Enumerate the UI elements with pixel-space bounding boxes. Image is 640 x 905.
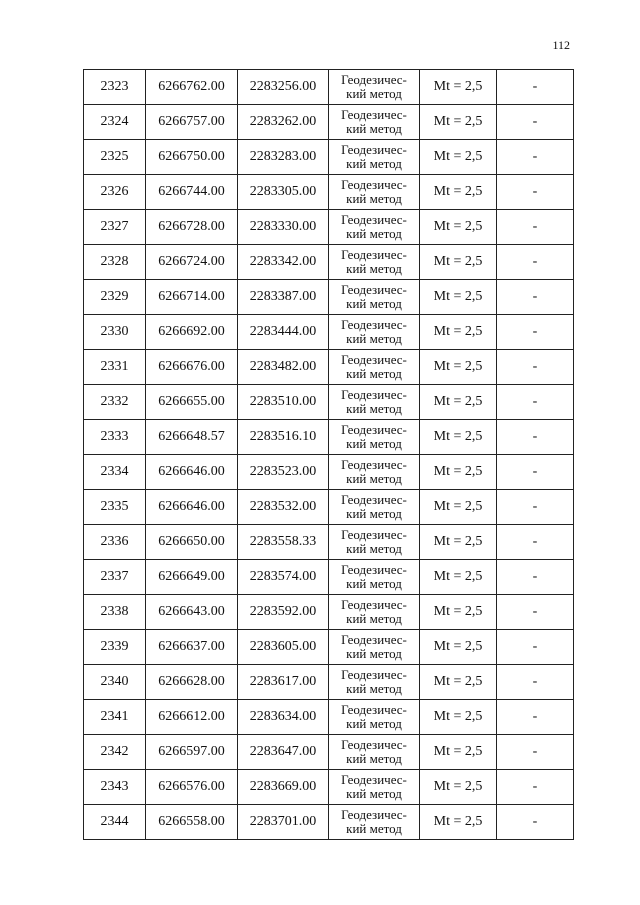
x-coordinate-cell: 6266750.00 [146,140,238,175]
method-line: Геодезичес- [341,667,407,682]
point-number-cell: 2332 [84,385,146,420]
table-row [84,70,574,105]
table-row [84,455,574,490]
y-coordinate-cell: 2283605.00 [238,630,329,665]
y-coordinate-cell: 2283342.00 [238,245,329,280]
y-coordinate-cell: 2283523.00 [238,455,329,490]
accuracy-cell: Mt = 2,5 [420,490,497,525]
method-line: Геодезичес- [341,527,407,542]
page-number: 112 [552,38,570,52]
y-coordinate-cell: 2283634.00 [238,700,329,735]
accuracy-cell: Mt = 2,5 [420,385,497,420]
method-cell [329,735,420,770]
table-row [84,490,574,525]
accuracy-cell: Mt = 2,5 [420,665,497,700]
method-line: Геодезичес- [341,597,407,612]
method-line: кий метод [346,156,402,171]
accuracy-cell: Mt = 2,5 [420,700,497,735]
point-number-cell: 2341 [84,700,146,735]
method-line: Геодезичес- [341,72,407,87]
note-cell: - [497,175,574,210]
x-coordinate-cell: 6266612.00 [146,700,238,735]
method-line: Геодезичес- [341,177,407,192]
accuracy-cell: Mt = 2,5 [420,245,497,280]
method-cell [329,665,420,700]
x-coordinate-cell: 6266744.00 [146,175,238,210]
x-coordinate-cell: 6266597.00 [146,735,238,770]
method-line: кий метод [346,436,402,451]
table-row [84,420,574,455]
x-coordinate-cell: 6266643.00 [146,595,238,630]
table-row [84,700,574,735]
method-line: Геодезичес- [341,212,407,227]
note-cell: - [497,280,574,315]
method-line: Геодезичес- [341,247,407,262]
x-coordinate-cell: 6266676.00 [146,350,238,385]
method-cell [329,770,420,805]
method-line: кий метод [346,506,402,521]
y-coordinate-cell: 2283444.00 [238,315,329,350]
method-line: кий метод [346,401,402,416]
x-coordinate-cell: 6266655.00 [146,385,238,420]
point-number-cell: 2343 [84,770,146,805]
y-coordinate-cell: 2283558.33 [238,525,329,560]
y-coordinate-cell: 2283262.00 [238,105,329,140]
table-row [84,560,574,595]
method-cell [329,280,420,315]
table-row [84,770,574,805]
point-number-cell: 2333 [84,420,146,455]
note-cell: - [497,455,574,490]
x-coordinate-cell: 6266558.00 [146,805,238,840]
method-cell [329,175,420,210]
table-row [84,105,574,140]
method-line: Геодезичес- [341,387,407,402]
accuracy-cell: Mt = 2,5 [420,210,497,245]
method-cell [329,385,420,420]
note-cell: - [497,560,574,595]
x-coordinate-cell: 6266646.00 [146,490,238,525]
y-coordinate-cell: 2283283.00 [238,140,329,175]
accuracy-cell: Mt = 2,5 [420,630,497,665]
table-row [84,280,574,315]
y-coordinate-cell: 2283387.00 [238,280,329,315]
accuracy-cell: Mt = 2,5 [420,105,497,140]
note-cell: - [497,805,574,840]
method-line: Геодезичес- [341,702,407,717]
accuracy-cell: Mt = 2,5 [420,805,497,840]
note-cell: - [497,665,574,700]
y-coordinate-cell: 2283647.00 [238,735,329,770]
method-line: Геодезичес- [341,807,407,822]
method-cell [329,455,420,490]
point-number-cell: 2330 [84,315,146,350]
note-cell: - [497,140,574,175]
point-number-cell: 2337 [84,560,146,595]
point-number-cell: 2331 [84,350,146,385]
point-number-cell: 2340 [84,665,146,700]
y-coordinate-cell: 2283516.10 [238,420,329,455]
method-cell [329,105,420,140]
accuracy-cell: Mt = 2,5 [420,175,497,210]
method-line: Геодезичес- [341,142,407,157]
method-cell [329,490,420,525]
point-number-cell: 2325 [84,140,146,175]
method-line: кий метод [346,331,402,346]
method-line: кий метод [346,226,402,241]
method-line: кий метод [346,366,402,381]
method-line: Геодезичес- [341,632,407,647]
method-line: кий метод [346,576,402,591]
method-line: кий метод [346,821,402,836]
x-coordinate-cell: 6266628.00 [146,665,238,700]
method-line: Геодезичес- [341,352,407,367]
accuracy-cell: Mt = 2,5 [420,70,497,105]
coordinates-table-body [84,70,574,840]
method-cell [329,350,420,385]
table-row [84,805,574,840]
note-cell: - [497,385,574,420]
table-row [84,140,574,175]
x-coordinate-cell: 6266648.57 [146,420,238,455]
accuracy-cell: Mt = 2,5 [420,595,497,630]
x-coordinate-cell: 6266576.00 [146,770,238,805]
method-line: Геодезичес- [341,772,407,787]
point-number-cell: 2326 [84,175,146,210]
method-line: Геодезичес- [341,492,407,507]
method-cell [329,595,420,630]
point-number-cell: 2344 [84,805,146,840]
table-row [84,595,574,630]
table-row [84,665,574,700]
method-line: кий метод [346,86,402,101]
table-row [84,385,574,420]
point-number-cell: 2327 [84,210,146,245]
method-cell [329,560,420,595]
method-cell [329,140,420,175]
point-number-cell: 2335 [84,490,146,525]
accuracy-cell: Mt = 2,5 [420,315,497,350]
method-line: кий метод [346,611,402,626]
method-cell [329,70,420,105]
note-cell: - [497,595,574,630]
accuracy-cell: Mt = 2,5 [420,455,497,490]
accuracy-cell: Mt = 2,5 [420,770,497,805]
table-row [84,245,574,280]
y-coordinate-cell: 2283617.00 [238,665,329,700]
table-row [84,315,574,350]
method-line: кий метод [346,646,402,661]
method-line: кий метод [346,261,402,276]
method-cell [329,210,420,245]
x-coordinate-cell: 6266762.00 [146,70,238,105]
x-coordinate-cell: 6266692.00 [146,315,238,350]
method-line: Геодезичес- [341,282,407,297]
point-number-cell: 2338 [84,595,146,630]
note-cell: - [497,210,574,245]
method-line: Геодезичес- [341,317,407,332]
y-coordinate-cell: 2283574.00 [238,560,329,595]
method-cell [329,805,420,840]
point-number-cell: 2339 [84,630,146,665]
x-coordinate-cell: 6266714.00 [146,280,238,315]
accuracy-cell: Mt = 2,5 [420,525,497,560]
method-cell [329,245,420,280]
y-coordinate-cell: 2283256.00 [238,70,329,105]
point-number-cell: 2328 [84,245,146,280]
note-cell: - [497,420,574,455]
x-coordinate-cell: 6266650.00 [146,525,238,560]
note-cell: - [497,770,574,805]
method-line: кий метод [346,716,402,731]
note-cell: - [497,70,574,105]
coordinates-table [83,69,574,840]
method-line: кий метод [346,541,402,556]
method-cell [329,315,420,350]
note-cell: - [497,350,574,385]
accuracy-cell: Mt = 2,5 [420,350,497,385]
table-row [84,210,574,245]
note-cell: - [497,630,574,665]
point-number-cell: 2334 [84,455,146,490]
accuracy-cell: Mt = 2,5 [420,735,497,770]
accuracy-cell: Mt = 2,5 [420,140,497,175]
y-coordinate-cell: 2283305.00 [238,175,329,210]
point-number-cell: 2329 [84,280,146,315]
table-row [84,350,574,385]
point-number-cell: 2324 [84,105,146,140]
accuracy-cell: Mt = 2,5 [420,420,497,455]
method-line: кий метод [346,786,402,801]
method-line: кий метод [346,121,402,136]
method-line: Геодезичес- [341,107,407,122]
method-line: кий метод [346,191,402,206]
y-coordinate-cell: 2283592.00 [238,595,329,630]
point-number-cell: 2336 [84,525,146,560]
method-cell [329,630,420,665]
x-coordinate-cell: 6266728.00 [146,210,238,245]
method-line: кий метод [346,471,402,486]
method-line: кий метод [346,296,402,311]
y-coordinate-cell: 2283669.00 [238,770,329,805]
y-coordinate-cell: 2283701.00 [238,805,329,840]
method-cell [329,420,420,455]
method-line: кий метод [346,681,402,696]
method-line: Геодезичес- [341,422,407,437]
y-coordinate-cell: 2283330.00 [238,210,329,245]
method-cell [329,525,420,560]
note-cell: - [497,490,574,525]
point-number-cell: 2342 [84,735,146,770]
x-coordinate-cell: 6266637.00 [146,630,238,665]
note-cell: - [497,525,574,560]
accuracy-cell: Mt = 2,5 [420,560,497,595]
table-row [84,735,574,770]
x-coordinate-cell: 6266649.00 [146,560,238,595]
method-line: кий метод [346,751,402,766]
method-cell [329,700,420,735]
method-line: Геодезичес- [341,737,407,752]
note-cell: - [497,315,574,350]
note-cell: - [497,700,574,735]
x-coordinate-cell: 6266757.00 [146,105,238,140]
note-cell: - [497,245,574,280]
table-row [84,525,574,560]
accuracy-cell: Mt = 2,5 [420,280,497,315]
point-number-cell: 2323 [84,70,146,105]
note-cell: - [497,105,574,140]
note-cell: - [497,735,574,770]
table-row [84,175,574,210]
table-row [84,630,574,665]
method-line: Геодезичес- [341,457,407,472]
y-coordinate-cell: 2283510.00 [238,385,329,420]
y-coordinate-cell: 2283532.00 [238,490,329,525]
y-coordinate-cell: 2283482.00 [238,350,329,385]
method-line: Геодезичес- [341,562,407,577]
x-coordinate-cell: 6266724.00 [146,245,238,280]
x-coordinate-cell: 6266646.00 [146,455,238,490]
